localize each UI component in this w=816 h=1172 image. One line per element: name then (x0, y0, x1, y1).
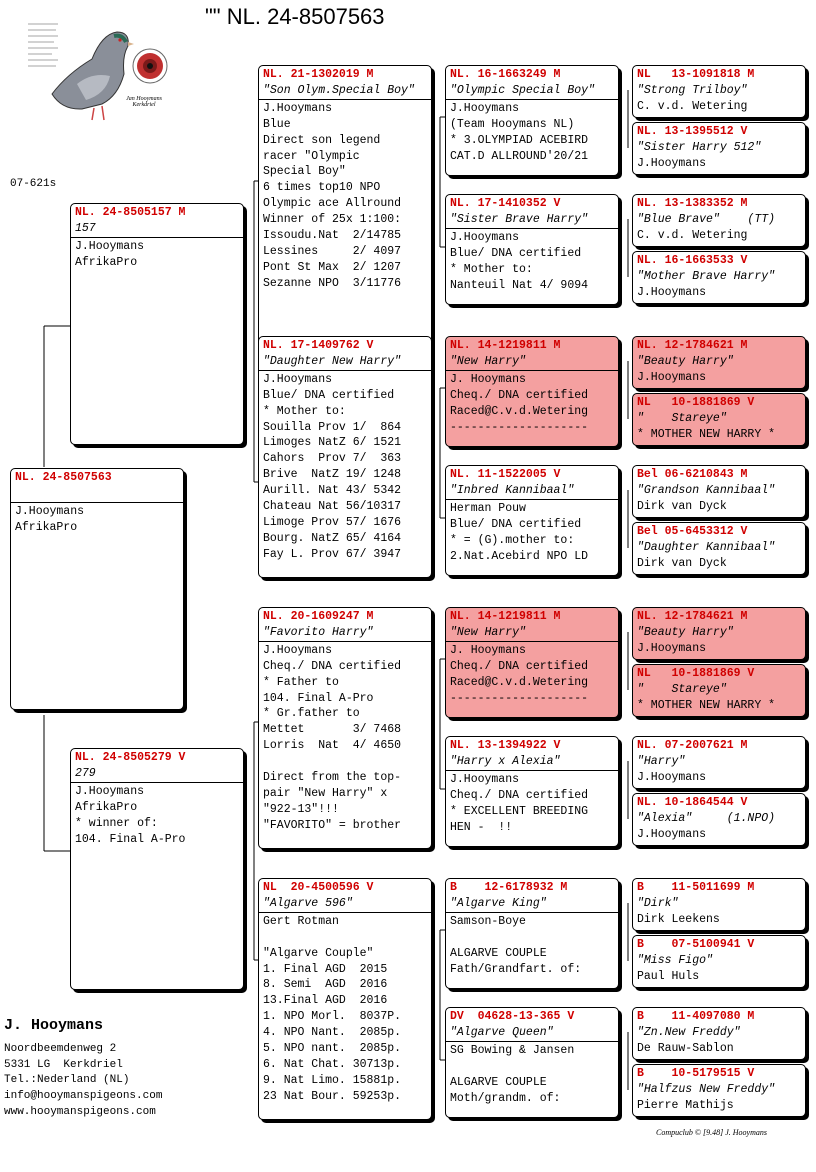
card-line: * EXCELLENT BREEDING (450, 804, 589, 818)
pigeon-name: " Stareye" (637, 411, 727, 425)
card-line: Gert Rotman (263, 914, 339, 928)
card-line: Dirk van Dyck (637, 556, 727, 570)
page-title: "" NL. 24-8507563 (205, 4, 385, 29)
card-line (263, 754, 427, 770)
card-line: Direct from the top- (263, 771, 402, 785)
card-line: J.Hooymans (450, 101, 520, 115)
pigeon-name: "Sister Harry 512" (637, 140, 762, 154)
pedigree-card (632, 393, 806, 446)
card-line: Moth/grandm. of: (450, 1091, 561, 1105)
card-line: 9. Nat Limo. 15881p. (263, 1073, 402, 1087)
ring-number: DV 04628-13-365 V (450, 1010, 575, 1023)
pedigree-card (632, 607, 806, 660)
card-line: C. v.d. Wetering (637, 99, 748, 113)
card-divider (259, 370, 431, 371)
card-line: 4. NPO Nant. 2085p. (263, 1026, 402, 1040)
card-divider (71, 782, 243, 783)
card-divider (446, 1041, 618, 1042)
ring-number: NL 20-4500596 V (263, 881, 374, 894)
footer-credit: Compuclub © [9.48] J. Hooymans (656, 1128, 767, 1137)
card-line: Blue (263, 117, 291, 131)
card-divider (446, 99, 618, 100)
card-line: Nanteuil Nat 4/ 9094 (450, 278, 589, 292)
ring-number: Bel 05-6453312 V (637, 525, 748, 538)
card-line (263, 930, 427, 946)
pigeon-name: "Algarve Queen" (450, 1025, 554, 1039)
card-line: * Mother to: (450, 262, 533, 276)
card-line: Lorris Nat 4/ 4650 (263, 739, 402, 753)
card-line: 1. NPO Morl. 8037P. (263, 1010, 402, 1024)
card-line: Raced@C.v.d.Wetering (450, 675, 589, 689)
pigeon-name: "Zn.New Freddy" (637, 1025, 741, 1039)
card-line: Limoges NatZ 6/ 1521 (263, 436, 402, 450)
card-line: Cheq./ DNA certified (450, 788, 589, 802)
pedigree-card (632, 251, 806, 304)
ring-number: NL. 10-1864544 V (637, 796, 748, 809)
card-line: * Gr.father to (263, 707, 360, 721)
ring-number: B 11-4097080 M (637, 1010, 755, 1023)
ring-number: NL. 16-1663249 M (450, 68, 561, 81)
pigeon-name: "Grandson Kannibaal" (637, 483, 776, 497)
card-line: J.Hooymans (263, 372, 333, 386)
owner-name: J. Hooymans (4, 1017, 104, 1034)
ring-number: NL. 24-8505157 M (75, 206, 186, 219)
pedigree-card (70, 748, 244, 990)
card-line: "Algarve Couple" (263, 946, 374, 960)
card-line: J.Hooymans (637, 370, 707, 384)
pigeon-name: "New Harry" (450, 354, 526, 368)
card-line: 104. Final A-Pro (75, 832, 186, 846)
card-line: * 3.OLYMPIAD ACEBIRD (450, 133, 589, 147)
card-line: Cheq./ DNA certified (450, 388, 589, 402)
card-line: 23 Nat Bour. 59253p. (263, 1089, 402, 1103)
card-line: Samson-Boye (450, 914, 526, 928)
card-line: Issoudu.Nat 2/14785 (263, 229, 402, 243)
card-line: Winner of 25x 1:100: (263, 213, 402, 227)
ring-number: NL. 24-8507563 (15, 471, 112, 484)
card-line: 13.Final AGD 2016 (263, 994, 388, 1008)
pigeon-name: "Blue Brave" (TT) (637, 212, 776, 226)
card-line: J.Hooymans (263, 643, 333, 657)
pigeon-name: "Harry" (637, 754, 686, 768)
card-line: Aurill. Nat 43/ 5342 (263, 484, 402, 498)
pigeon-name: "Alexia" (1.NPO) (637, 811, 776, 825)
ring-number: NL. 13-1383352 M (637, 197, 748, 210)
card-line: racer "Olympic (263, 149, 360, 163)
pedigree-card (445, 878, 619, 989)
pedigree-card (632, 1007, 806, 1060)
ring-number: NL. 16-1663533 V (637, 254, 748, 267)
ring-number: NL 10-1881869 V (637, 396, 755, 409)
pedigree-card (445, 194, 619, 305)
card-divider (259, 641, 431, 642)
card-line: Blue/ DNA certified (450, 246, 582, 260)
card-divider (11, 502, 183, 503)
card-line: Limoge Prov 57/ 1676 (263, 515, 402, 529)
ring-number: NL. 24-8505279 V (75, 751, 186, 764)
pedigree-card (258, 878, 432, 1120)
ring-number: NL. 12-1784621 M (637, 610, 748, 623)
pedigree-card (70, 203, 244, 445)
ring-number: NL. 07-2007621 M (637, 739, 748, 752)
card-line: Fath/Grandfart. of: (450, 962, 582, 976)
pigeon-name: "Beauty Harry" (637, 625, 734, 639)
pigeon-name: "Strong Trilboy" (637, 83, 748, 97)
card-divider (446, 499, 618, 500)
logo-caption: Jan Hooymans Kerkdriel (126, 96, 162, 108)
ring-number: B 07-5100941 V (637, 938, 755, 951)
pigeon-name: "Favorito Harry" (263, 625, 374, 639)
pedigree-card (632, 522, 806, 575)
card-divider (446, 912, 618, 913)
pedigree-card (10, 468, 184, 710)
card-divider (446, 228, 618, 229)
pedigree-card (258, 607, 432, 849)
ring-number: B 10-5179515 V (637, 1067, 755, 1080)
pedigree-card (632, 935, 806, 988)
owner-address: Noordbeemdenweg 2 (4, 1042, 117, 1055)
pigeon-name: "Sister Brave Harry" (450, 212, 589, 226)
pigeon-name: "Algarve King" (450, 896, 547, 910)
card-line: "FAVORITO" = brother (263, 818, 402, 832)
card-line: De Rauw-Sablon (637, 1041, 734, 1055)
pedigree-card (632, 664, 806, 717)
card-line: CAT.D ALLROUND'20/21 (450, 149, 589, 163)
card-line: J.Hooymans (637, 770, 707, 784)
card-line: Pierre Mathijs (637, 1098, 734, 1112)
pigeon-name: "Son Olym.Special Boy" (263, 83, 415, 97)
card-line: Herman Pouw (450, 501, 526, 515)
card-line: ALGARVE COUPLE (450, 1075, 547, 1089)
card-line: "922-13"!!! (263, 802, 339, 816)
card-line: ALGARVE COUPLE (450, 946, 547, 960)
pedigree-card (445, 607, 619, 718)
card-line: Special Boy" (263, 165, 346, 179)
pedigree-card (632, 878, 806, 931)
pigeon-name: "Miss Figo" (637, 953, 713, 967)
card-line: 6 times top10 NPO (263, 181, 381, 195)
pigeon-name: "Mother Brave Harry" (637, 269, 776, 283)
card-line: 8. Semi AGD 2016 (263, 978, 388, 992)
card-line: AfrikaPro (75, 255, 138, 269)
card-line: J.Hooymans (450, 230, 520, 244)
card-line: Chateau Nat 56/10317 (263, 500, 402, 514)
card-line: J.Hooymans (637, 641, 707, 655)
pigeon-name: "Olympic Special Boy" (450, 83, 595, 97)
card-divider (446, 370, 618, 371)
pedigree-card (445, 465, 619, 576)
card-divider (71, 237, 243, 238)
pedigree-card (632, 793, 806, 846)
card-line: 2.Nat.Acebird NPO LD (450, 549, 589, 563)
ring-number: NL 10-1881869 V (637, 667, 755, 680)
pedigree-card (445, 1007, 619, 1118)
pigeon-name: "Daughter New Harry" (263, 354, 402, 368)
pigeon-name: "New Harry" (450, 625, 526, 639)
card-line: J.Hooymans (15, 504, 85, 518)
pedigree-card (632, 65, 806, 118)
card-line (450, 1059, 614, 1075)
card-line: Dirk Leekens (637, 912, 720, 926)
card-line: * winner of: (75, 816, 158, 830)
card-divider (446, 641, 618, 642)
card-line: * = (G).mother to: (450, 533, 575, 547)
ring-number: NL. 12-1784621 M (637, 339, 748, 352)
pigeon-name: "Dirk" (637, 896, 679, 910)
ring-number: NL. 21-1302019 M (263, 68, 374, 81)
pedigree-card (258, 336, 432, 578)
card-line: Pont St Max 2/ 1207 (263, 260, 402, 274)
card-line: 104. Final A-Pro (263, 691, 374, 705)
card-line: Blue/ DNA certified (450, 517, 582, 531)
ring-number: NL. 17-1410352 V (450, 197, 561, 210)
card-line: J.Hooymans (263, 101, 333, 115)
card-line: J.Hooymans (637, 156, 707, 170)
ring-number: NL. 14-1219811 M (450, 610, 561, 623)
card-divider (259, 99, 431, 100)
owner-postal: 5331 LG Kerkdriel (4, 1058, 123, 1071)
pedigree-card (445, 65, 619, 176)
card-line: C. v.d. Wetering (637, 228, 748, 242)
card-line: Lessines 2/ 4097 (263, 244, 402, 258)
pedigree-card (632, 465, 806, 518)
pedigree-code: 07-621s (10, 178, 57, 190)
card-line: Bourg. NatZ 65/ 4164 (263, 531, 402, 545)
ring-number: NL. 13-1395512 V (637, 125, 748, 138)
card-line: * MOTHER NEW HARRY * (637, 427, 776, 441)
ring-number: NL. 11-1522005 V (450, 468, 561, 481)
card-line: Raced@C.v.d.Wetering (450, 404, 589, 418)
card-line: J.Hooymans (75, 239, 145, 253)
pigeon-name: "Halfzus New Freddy" (637, 1082, 776, 1096)
card-line: 5. NPO nant. 2085p. (263, 1042, 402, 1056)
pigeon-name: "Inbred Kannibaal" (450, 483, 575, 497)
card-line: J. Hooymans (450, 643, 526, 657)
ring-number: NL. 20-1609247 M (263, 610, 374, 623)
ring-number: NL 13-1091818 M (637, 68, 755, 81)
card-line: J.Hooymans (75, 784, 145, 798)
card-line: * Mother to: (263, 404, 346, 418)
ring-number: Bel 06-6210843 M (637, 468, 748, 481)
owner-block (4, 1018, 162, 1121)
pedigree-card (632, 1064, 806, 1117)
pigeon-name: "Beauty Harry" (637, 354, 734, 368)
card-line: Paul Huls (637, 969, 700, 983)
ring-number: B 12-6178932 M (450, 881, 568, 894)
card-line: SG Bowing & Jansen (450, 1043, 575, 1057)
card-line: Blue/ DNA certified (263, 388, 395, 402)
ring-number: NL. 17-1409762 V (263, 339, 374, 352)
card-line: 1. Final AGD 2015 (263, 962, 388, 976)
card-line: * MOTHER NEW HARRY * (637, 698, 776, 712)
card-line: AfrikaPro (75, 800, 138, 814)
ring-number: B 11-5011699 M (637, 881, 755, 894)
card-line: J.Hooymans (637, 285, 707, 299)
ring-number: NL. 14-1219811 M (450, 339, 561, 352)
owner-phone: Tel.:Nederland (NL) (4, 1074, 130, 1087)
card-line: -------------------- (450, 420, 589, 434)
card-line: Sezanne NPO 3/11776 (263, 276, 402, 290)
pedigree-card (632, 122, 806, 175)
card-line: Dirk van Dyck (637, 499, 727, 513)
card-line: AfrikaPro (15, 520, 78, 534)
owner-website: www.hooymanspigeons.com (4, 1105, 156, 1118)
card-line: (Team Hooymans NL) (450, 117, 575, 131)
pigeon-name: "Algarve 596" (263, 896, 353, 910)
card-line: J.Hooymans (637, 827, 707, 841)
card-line: Cheq./ DNA certified (450, 659, 589, 673)
card-line: Souilla Prov 1/ 864 (263, 420, 402, 434)
card-line: J. Hooymans (450, 372, 526, 386)
pigeon-name: " Stareye" (637, 682, 727, 696)
pigeon-name: "Harry x Alexia" (450, 754, 561, 768)
card-line: Cheq./ DNA certified (263, 659, 402, 673)
card-line: -------------------- (450, 691, 589, 705)
pigeon-name: "Daughter Kannibaal" (637, 540, 776, 554)
pedigree-card (445, 736, 619, 847)
card-divider (259, 912, 431, 913)
card-divider (446, 770, 618, 771)
card-line (450, 930, 614, 946)
pigeon-name (15, 486, 179, 502)
pedigree-card (632, 336, 806, 389)
card-line: Direct son legend (263, 133, 381, 147)
owner-email: info@hooymanspigeons.com (4, 1090, 163, 1103)
pigeon-name: 279 (75, 766, 96, 780)
card-line: Brive NatZ 19/ 1248 (263, 468, 402, 482)
pigeon-name: 157 (75, 221, 96, 235)
card-line: 6. Nat Chat. 30713p. (263, 1057, 402, 1071)
pedigree-card (632, 736, 806, 789)
card-line: Olympic ace Allround (263, 197, 402, 211)
ring-number: NL. 13-1394922 V (450, 739, 561, 752)
card-line: * Father to (263, 675, 339, 689)
pedigree-card (445, 336, 619, 447)
card-line: pair "New Harry" x (263, 786, 388, 800)
card-line: Fay L. Prov 67/ 3947 (263, 547, 402, 561)
card-line: Mettet 3/ 7468 (263, 723, 402, 737)
card-line: Cahors Prov 7/ 363 (263, 452, 402, 466)
card-line: J.Hooymans (450, 772, 520, 786)
pedigree-card (632, 194, 806, 247)
card-line: HEN - !! (450, 820, 513, 834)
